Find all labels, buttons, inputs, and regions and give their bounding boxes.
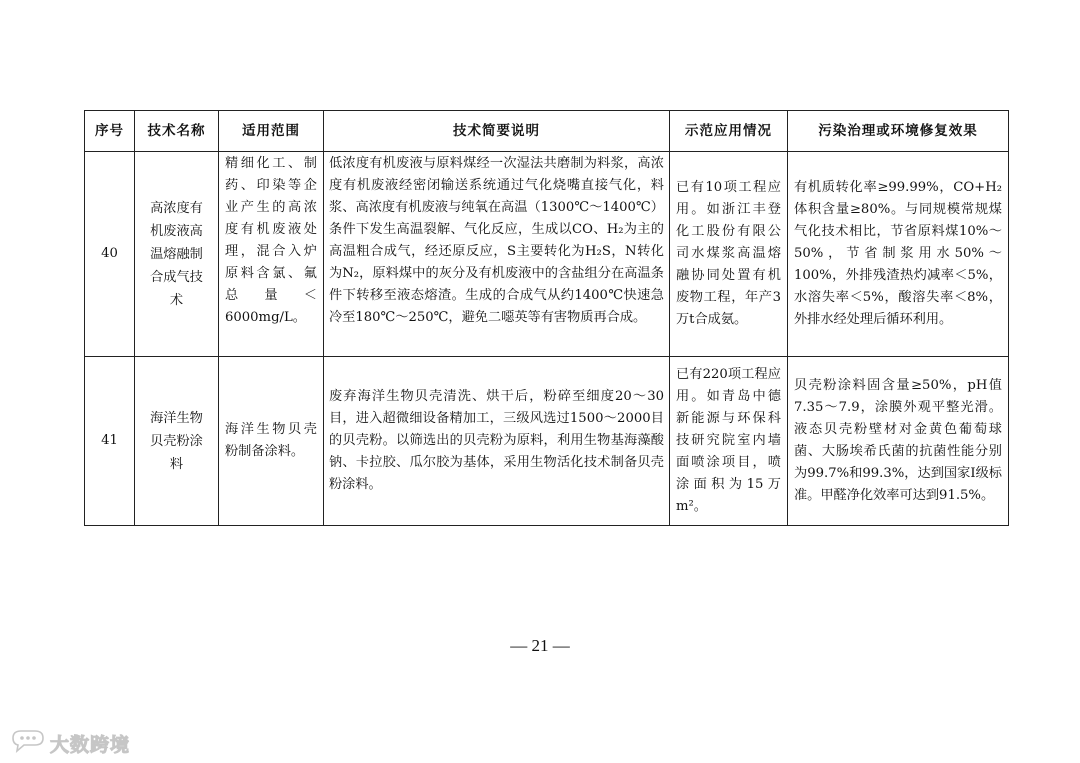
watermark-text: 大数跨境 xyxy=(50,733,131,756)
header-tech-name: 技术名称 xyxy=(135,111,219,152)
scope-cell: 精细化工、制药、印染等企业产生的高浓度有机废液处理，混合入炉原料含氯、氟总量＜6000mg/L。 xyxy=(219,152,324,357)
tech-name-cell: 海洋生物贝壳粉涂料 xyxy=(135,357,219,526)
table-header-row xyxy=(85,111,1009,152)
speech-bubble-logo-icon xyxy=(10,728,46,758)
application-cell: 已有220项工程应用。如青岛中德新能源与环保科技研究院室内墙面喷涂项目，喷涂面积为15万m²。 xyxy=(670,357,788,526)
row-number: 40 xyxy=(85,152,135,357)
tech-name-cell: 高浓度有机废液高温熔融制合成气技术 xyxy=(135,152,219,357)
scope-cell: 海洋生物贝壳粉制备涂料。 xyxy=(219,357,324,526)
application-cell: 已有10项工程应用。如浙江丰登化工股份有限公司水煤浆高温熔融协同处置有机废物工程，年产3万t合成氨。 xyxy=(670,152,788,357)
header-application: 示范应用情况 xyxy=(670,111,788,152)
watermark xyxy=(10,728,130,758)
table-row xyxy=(85,357,1009,526)
row-number: 41 xyxy=(85,357,135,526)
table-row xyxy=(85,152,1009,357)
header-effect: 污染治理或环境修复效果 xyxy=(788,111,1009,152)
effect-cell: 贝壳粉涂料固含量≥50%，pH值7.35～7.9，涂膜外观平整光滑。液态贝壳粉壁材对金黄色葡萄球菌、大肠埃希氏菌的抗菌性能分别为99.7%和99.3%，达到国家Ⅰ级标准。甲醛净化效率可达到91.5%。 xyxy=(788,357,1009,526)
page-number: — 21 — xyxy=(510,636,570,655)
header-index: 序号 xyxy=(85,111,135,152)
header-description: 技术简要说明 xyxy=(324,111,670,152)
header-scope: 适用范围 xyxy=(219,111,324,152)
description-cell: 低浓度有机废液与原料煤经一次湿法共磨制为料浆，高浓度有机废液经密闭输送系统通过气化烧嘴直接气化，料浆、高浓度有机废液与纯氧在高温（1300℃～1400℃）条件下发生高温裂解、气化反应，生成以CO、H₂为主的高温粗合成气，经还原反应，S主要转化为H₂S，N转化为N₂，原料煤中的灰分及有机废液中的含盐组分在高温条件下转移至液态熔渣。生成的合成气从约1400℃快速急冷至180℃～250℃，避免二噁英等有害物质再合成。 xyxy=(324,152,670,357)
effect-cell: 有机质转化率≥99.99%，CO+H₂体积含量≥80%。与同规模常规煤气化技术相比，节省原料煤10%～50%，节省制浆用水50%～100%，外排残渣热灼减率＜5%，水溶失率＜5%，酸溶失率＜8%，外排水经处理后循环利用。 xyxy=(788,152,1009,357)
technology-table xyxy=(84,110,1009,526)
description-cell: 废弃海洋生物贝壳清洗、烘干后，粉碎至细度20～30目，进入超微细设备精加工，三级风选过1500～2000目的贝壳粉。以筛选出的贝壳粉为原料，利用生物基海藻酸钠、卡拉胶、瓜尔胶为基体，采用生物活化技术制备贝壳粉涂料。 xyxy=(324,357,670,526)
